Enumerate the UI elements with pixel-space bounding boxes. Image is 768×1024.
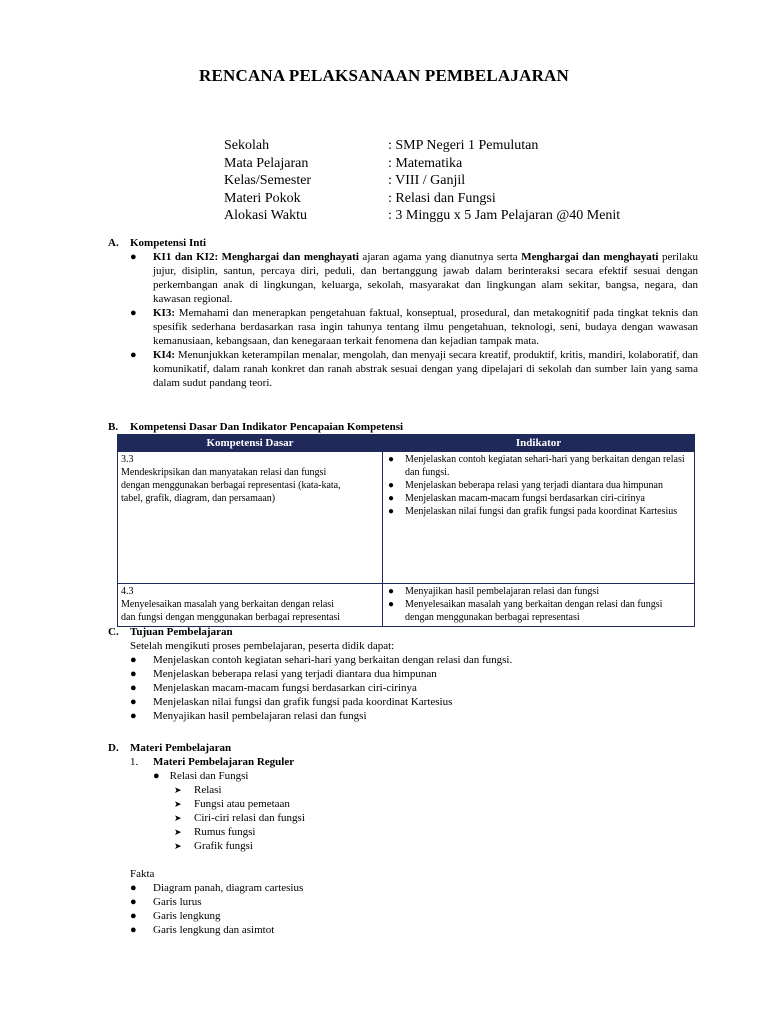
identity-row-alokasi	[224, 207, 620, 225]
bullet-icon: ●	[130, 910, 137, 922]
kd-text: Menyelesaikan masalah yang berkaitan dengan relasi dan fungsi dengan menggunakan berbagai representasi	[121, 599, 341, 623]
identity-label: Materi Pokok	[224, 190, 301, 206]
sub-title: Materi Pembelajaran Reguler	[153, 756, 295, 768]
indicator-text: Menyajikan hasil pembelajaran relasi dan fungsi	[405, 586, 600, 597]
list-item	[174, 825, 698, 839]
indicator-item	[386, 505, 691, 518]
list-item	[174, 811, 698, 825]
list-item	[108, 250, 698, 306]
section-letter: B.	[108, 421, 119, 433]
table-row	[118, 452, 695, 584]
section-kompetensi-inti	[108, 236, 698, 390]
arrow-bullet-icon: ➤	[174, 841, 182, 851]
bullet-icon: ●	[388, 493, 395, 504]
arrow-bullet-icon: ➤	[174, 799, 182, 809]
list-item	[174, 839, 698, 853]
section-tujuan	[108, 625, 698, 723]
section-letter: D.	[108, 742, 119, 754]
list-item	[108, 895, 698, 909]
column-header: Kompetensi Dasar	[118, 435, 383, 452]
fakta-text: Garis lurus	[153, 896, 202, 908]
bullet-icon: ●	[388, 586, 395, 597]
kd-number: 3.3	[121, 454, 134, 465]
arrow-bullet-icon: ➤	[174, 785, 182, 795]
subtopic-text: Rumus fungsi	[194, 826, 256, 838]
identity-value: : 3 Minggu x 5 Jam Pelajaran @40 Menit	[388, 208, 621, 223]
list-item	[108, 695, 698, 709]
subtopic-list	[108, 783, 698, 853]
section-title: Kompetensi Inti	[130, 237, 207, 249]
identity-row-sekolah	[224, 137, 620, 155]
list-item	[108, 923, 698, 937]
ki-text: perilaku jujur, disiplin, santun, percaya diri, peduli, dan bertanggung jawab dalam berinteraksi secara efektif sesuai dengan perkembangan anak di lingkungan, keluarga, sekolah, masyarakat dan lingkungan alam sekitar, bangsa, negara, dan kawasan regional.	[153, 251, 698, 305]
tujuan-text: Menyajikan hasil pembelajaran relasi dan fungsi	[153, 710, 367, 722]
indicator-text: Menjelaskan macam-macam fungsi berdasarkan ciri-cirinya	[405, 493, 645, 504]
bullet-icon: ●	[388, 480, 395, 491]
fakta-label: Fakta	[130, 868, 155, 880]
section-heading	[108, 236, 698, 250]
list-item	[108, 667, 698, 681]
kd-number: 4.3	[121, 586, 134, 597]
section-letter: C.	[108, 626, 119, 638]
bullet-icon: ●	[130, 924, 137, 936]
bullet-icon: ●	[130, 307, 137, 319]
identity-row-materi	[224, 190, 620, 208]
bullet-icon: ●	[130, 882, 137, 894]
fakta-list	[108, 881, 698, 937]
list-item	[108, 653, 698, 667]
bullet-icon: ●	[130, 710, 137, 722]
list-item	[174, 797, 698, 811]
ki-emph: Menghargai dan menghayati	[218, 251, 359, 263]
document-title: RENCANA PELAKSANAAN PEMBELAJARAN	[198, 66, 570, 85]
fakta-text: Diagram panah, diagram cartesius	[153, 882, 304, 894]
ki-lead: KI3:	[153, 307, 175, 319]
list-item	[174, 783, 698, 797]
tujuan-intro: Setelah mengikuti proses pembelajaran, peserta didik dapat:	[130, 640, 395, 652]
identity-value: : Relasi dan Fungsi	[388, 190, 496, 206]
identity-label: Alokasi Waktu	[224, 208, 307, 223]
indicator-text: Menjelaskan contoh kegiatan sehari-hari yang berkaitan dengan relasi dan fungsi.	[405, 454, 685, 478]
identity-block	[224, 137, 620, 225]
column-header: Indikator	[383, 435, 695, 452]
arrow-bullet-icon: ➤	[174, 813, 182, 823]
section-kompetensi-dasar	[108, 420, 698, 434]
section-title: Kompetensi Dasar Dan Indikator Pencapaian Kompetensi	[130, 421, 404, 433]
bullet-icon: ●	[388, 599, 395, 610]
section-title: Tujuan Pembelajaran	[130, 626, 233, 638]
section-title: Materi Pembelajaran	[130, 742, 232, 754]
kd-cell	[118, 584, 383, 627]
topic-text: Relasi dan Fungsi	[169, 770, 249, 782]
section-heading	[108, 741, 698, 755]
ki-text: Memahami dan menerapkan pengetahuan faktual, konseptual, prosedural, dan metakognitif pada tingkat teknis dan spesifik sederhana berdasarkan rasa ingin tahunya tentang ilmu pengetahuan, teknologi, seni, budaya dengan wawasan kemanusiaan, kebangsaan, dan kenegaraan terkait fenomena dan kejadian tampak mata.	[153, 307, 698, 347]
indicator-item	[386, 585, 691, 598]
indicator-text: Menyelesaikan masalah yang berkaitan dengan relasi dan fungsi dengan menggunakan berbagai representasi	[405, 599, 663, 623]
tujuan-text: Menjelaskan contoh kegiatan sehari-hari yang berkaitan dengan relasi dan fungsi.	[153, 654, 513, 666]
tujuan-text: Menjelaskan beberapa relasi yang terjadi diantara dua himpunan	[153, 668, 437, 680]
fakta-text: Garis lengkung	[153, 910, 221, 922]
kd-indikator-table	[117, 434, 695, 627]
section-heading	[108, 420, 698, 434]
identity-value: : VIII / Ganjil	[388, 173, 466, 188]
table-header-row	[118, 435, 695, 452]
list-item	[108, 881, 698, 895]
indicator-item	[386, 492, 691, 505]
arrow-bullet-icon: ➤	[174, 827, 182, 837]
tujuan-text: Menjelaskan nilai fungsi dan grafik fungsi pada koordinat Kartesius	[153, 696, 453, 708]
identity-value: : Matematika	[388, 155, 463, 171]
subtopic-text: Grafik fungsi	[194, 840, 253, 852]
ki-text: Menunjukkan keterampilan menalar, mengolah, dan menyaji secara kreatif, produktif, kritis, mandiri, kolaboratif, dan komunikatif, dalam ranah konkret dan ranah abstrak sesuai dengan yang dipelajari di sekolah dan sumber lain yang sama dalam sudut pandang teori.	[153, 349, 698, 389]
subtopic-text: Ciri-ciri relasi dan fungsi	[194, 812, 305, 824]
bullet-icon: ●	[130, 654, 137, 666]
ki-lead: KI1 dan KI2:	[153, 251, 219, 263]
identity-value: : SMP Negeri 1 Pemulutan	[388, 138, 539, 153]
list-item	[108, 681, 698, 695]
indicator-text: Menjelaskan beberapa relasi yang terjadi diantara dua himpunan	[405, 480, 663, 491]
indicator-item	[386, 598, 691, 624]
table-row	[118, 584, 695, 627]
indicator-item	[386, 479, 691, 492]
list-item	[108, 306, 698, 348]
section-heading	[108, 625, 698, 639]
ki-lead: KI4:	[153, 349, 175, 361]
bullet-icon: ●	[130, 682, 137, 694]
tujuan-text: Menjelaskan macam-macam fungsi berdasarkan ciri-cirinya	[153, 682, 417, 694]
subtopic-text: Fungsi atau pemetaan	[194, 798, 290, 810]
sub-number: 1.	[130, 756, 139, 768]
bullet-icon: ●	[130, 349, 137, 361]
ki-emph: Menghargai dan menghayati	[521, 251, 659, 263]
indicator-cell	[383, 452, 695, 584]
identity-row-mapel	[224, 155, 620, 173]
ki-text: ajaran agama yang dianutnya serta	[358, 251, 522, 263]
list-item	[108, 909, 698, 923]
list-item	[108, 348, 698, 390]
bullet-icon: ●	[388, 454, 395, 465]
section-letter: A.	[108, 237, 119, 249]
section-materi	[108, 741, 698, 937]
indicator-item	[386, 453, 691, 479]
bullet-icon: ●	[153, 770, 160, 782]
indicator-text: Menjelaskan nilai fungsi dan grafik fungsi pada koordinat Kartesius	[405, 506, 678, 517]
kd-text: Mendeskripsikan dan manyatakan relasi dan fungsi dengan menggunakan berbagai representasi (kata-kata, tabel, grafik, diagram, dan persamaan)	[121, 467, 341, 504]
subtopic-text: Relasi	[194, 784, 222, 796]
list-item	[108, 709, 698, 723]
identity-label: Kelas/Semester	[224, 173, 312, 188]
indicator-cell	[383, 584, 695, 627]
bullet-icon: ●	[130, 896, 137, 908]
kd-cell	[118, 452, 383, 584]
fakta-text: Garis lengkung dan asimtot	[153, 924, 275, 936]
materi-subheading	[108, 755, 698, 769]
identity-row-kelas	[224, 172, 620, 190]
identity-label: Mata Pelajaran	[224, 155, 309, 171]
materi-topic	[108, 769, 698, 783]
bullet-icon: ●	[130, 251, 137, 263]
identity-label: Sekolah	[224, 138, 270, 153]
bullet-icon: ●	[130, 668, 137, 680]
bullet-icon: ●	[388, 506, 395, 517]
bullet-icon: ●	[130, 696, 137, 708]
